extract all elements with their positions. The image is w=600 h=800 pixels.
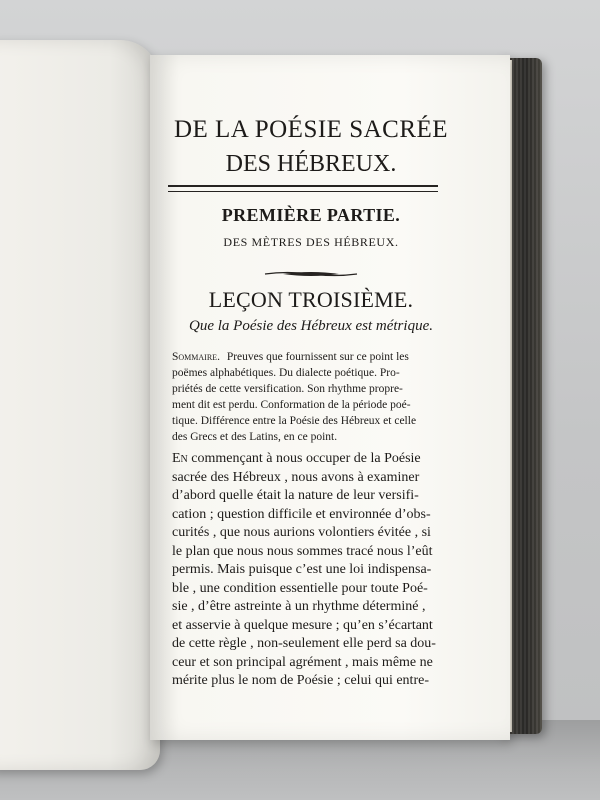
body-line-1 <box>172 450 454 469</box>
right-page <box>150 55 510 740</box>
lesson-subtitle: Que la Poésie des Hébreux est métrique. <box>189 318 433 334</box>
book-title-line-2: DES HÉBREUX. <box>225 151 397 177</box>
body-paragraph <box>172 450 454 691</box>
summary-line-4: ment dit est perdu. Conformation de la période poé- <box>172 399 411 411</box>
left-page <box>0 40 160 770</box>
ornament-rule <box>263 269 359 279</box>
summary-line-2: poëmes alphabétiques. Du dialecte poétique. Pro- <box>172 367 400 379</box>
summary-line-5: tique. Différence entre la Poésie des Hébreux et celle <box>172 415 417 427</box>
body-line-12: ceur et son principal agrément , mais même ne <box>172 654 433 670</box>
body-line-11: de cette règle , non-seulement elle perd sa dou- <box>172 636 436 651</box>
summary-line-3: priétés de cette versification. Son rhythme propre- <box>172 383 403 395</box>
lesson-title: LEÇON TROISIÈME. <box>208 287 414 312</box>
summary-line-1: Preuves que fournissent sur ce point les <box>226 351 409 363</box>
summary-line-6: des Grecs et des Latins, en ce point. <box>172 431 338 443</box>
part-title: PREMIÈRE PARTIE. <box>221 205 401 225</box>
body-line-7: permis. Mais puisque c’est une loi indispensa- <box>172 562 432 577</box>
part-subtitle: DES MÈTRES DES HÉBREUX. <box>223 235 399 249</box>
book-title-line-1: DE LA POÉSIE SACRÉE <box>173 116 449 143</box>
body-line-13: mérite plus le nom de Poésie ; celui qui entre- <box>172 673 429 688</box>
body-line-10: et asservie à quelque mesure ; qu’en s’écartant <box>172 617 433 633</box>
summary-label: Sommaire. <box>172 351 220 363</box>
body-line-3: d’abord quelle était la nature de leur versifi- <box>172 488 419 503</box>
body-lead-word: En <box>172 451 188 466</box>
body-line-9: sie , d’être astreinte à un rhythme déterminé , <box>172 599 426 614</box>
body-line-5: curités , que nous aurions volontiers évitée , si <box>172 525 431 540</box>
body-line-4: cation ; question difficile et environnée d’obs- <box>172 506 431 522</box>
summary-paragraph <box>172 349 454 445</box>
body-line-2: sacrée des Hébreux , nous avons à examiner <box>172 469 420 485</box>
title-rule <box>168 185 438 192</box>
body-line-6: le plan que nous nous sommes tracé nous l’eût <box>172 543 433 559</box>
body-line-1-text: commençant à nous occuper de la Poésie <box>191 451 421 466</box>
body-line-8: ble , une condition essentielle pour toute Poé- <box>172 580 428 596</box>
